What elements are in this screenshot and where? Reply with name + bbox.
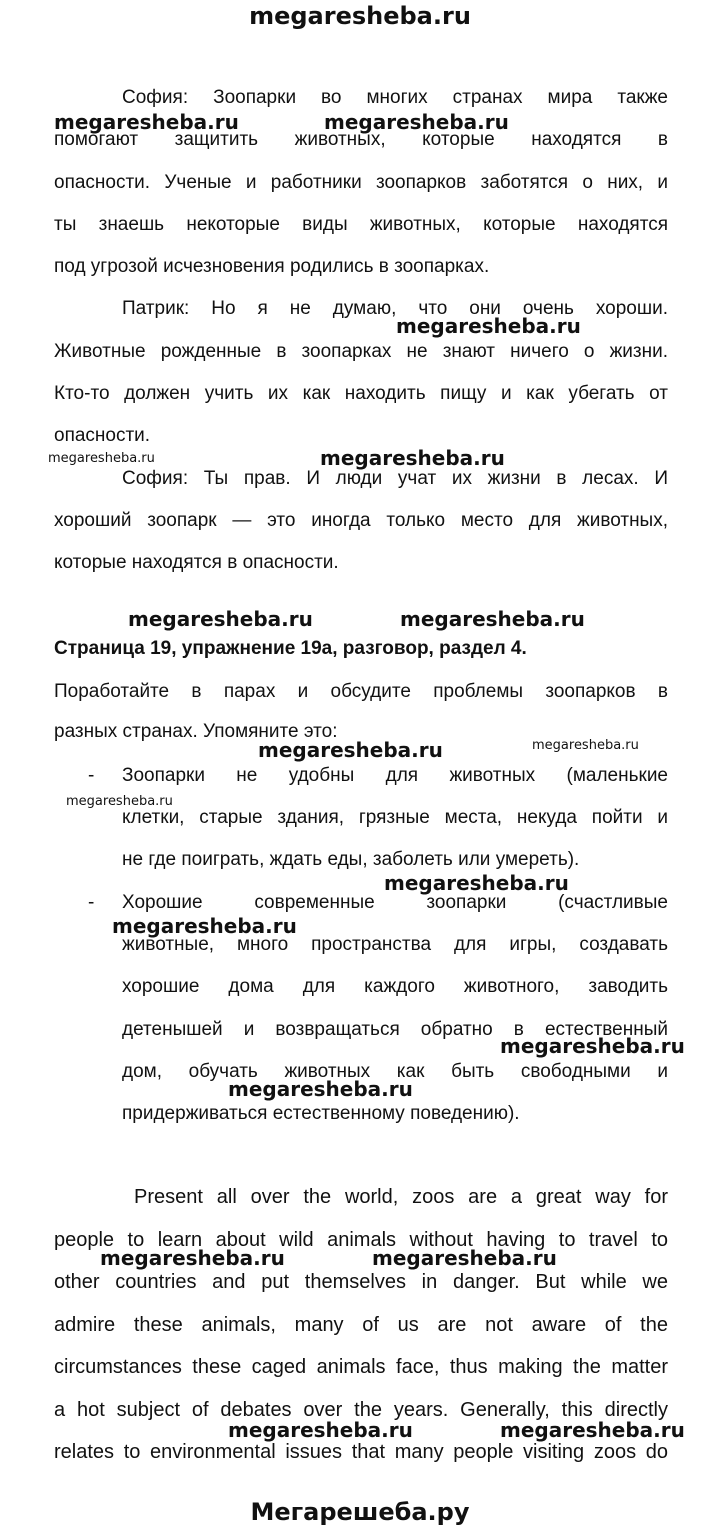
essay-line: people to learn about wild animals without having to travel to [54, 1229, 668, 1251]
dialogue-line: Патрик: Но я не думаю, что они очень хороши. [122, 298, 668, 319]
dialogue-line: София: Зоопарки во многих странах мира также [122, 87, 668, 108]
dialogue-line: хороший зоопарк — это иногда только место для животных, [54, 510, 668, 531]
site-footer: Мегарешеба.ру [250, 1498, 470, 1526]
bullet-line: дом, обучать животных как быть свободными и [122, 1061, 668, 1082]
essay-line: Present all over the world, zoos are a great way for [134, 1186, 668, 1208]
watermark: megaresheba.ru [48, 451, 155, 466]
site-header: megaresheba.ru [249, 2, 471, 30]
essay-line: relates to environmental issues that many people visiting zoos do [54, 1441, 668, 1463]
bullet-line: хорошие дома для каждого животного, заводить [122, 976, 668, 997]
bullet-marker: - [88, 892, 95, 913]
watermark: megaresheba.ru [500, 1418, 685, 1442]
section-heading: Страница 19, упражнение 19a, разговор, раздел 4. [54, 638, 527, 659]
dialogue-line: опасности. [54, 425, 151, 446]
watermark: megaresheba.ru [112, 914, 297, 938]
bullet-line: животные, много пространства для игры, создавать [122, 934, 668, 955]
dialogue-line: опасности. Ученые и работники зоопарков заботятся о них, и [54, 172, 668, 193]
task-line: разных странах. Упомяните это: [54, 721, 338, 742]
dialogue-line: помогают защитить животных, которые находятся в [54, 129, 668, 150]
essay-line: other countries and put themselves in danger. But while we [54, 1271, 668, 1293]
watermark: megaresheba.ru [66, 794, 173, 809]
watermark: megaresheba.ru [128, 607, 313, 631]
dialogue-line: Животные рожденные в зоопарках не знают ничего о жизни. [54, 341, 668, 362]
dialogue-line: которые находятся в опасности. [54, 552, 339, 573]
dialogue-line: под угрозой исчезновения родились в зоопарках. [54, 256, 490, 277]
watermark: megaresheba.ru [320, 446, 505, 470]
dialogue-line: Кто-то должен учить их как находить пищу и как убегать от [54, 383, 668, 404]
watermark: megaresheba.ru [532, 738, 639, 753]
bullet-marker: - [88, 765, 95, 786]
watermark: megaresheba.ru [228, 1077, 413, 1101]
dialogue-line: ты знаешь некоторые виды животных, которые находятся [54, 214, 668, 235]
essay-line: a hot subject of debates over the years. Generally, this directly [54, 1399, 668, 1421]
watermark: megaresheba.ru [500, 1034, 685, 1058]
bullet-line: Зоопарки не удобны для животных (маленькие [122, 765, 668, 786]
watermark: megaresheba.ru [400, 607, 585, 631]
watermark: megaresheba.ru [54, 110, 239, 134]
essay-line: admire these animals, many of us are not aware of the [54, 1314, 668, 1336]
watermark: megaresheba.ru [100, 1246, 285, 1270]
bullet-line: не где поиграть, ждать еды, заболеть или умереть). [122, 849, 580, 870]
watermark: megaresheba.ru [384, 871, 569, 895]
bullet-line: Хорошие современные зоопарки (счастливые [122, 892, 668, 913]
watermark: megaresheba.ru [228, 1418, 413, 1442]
task-line: Поработайте в парах и обсудите проблемы зоопарков в [54, 681, 668, 702]
dialogue-line: София: Ты прав. И люди учат их жизни в лесах. И [122, 468, 668, 489]
essay-line: circumstances these caged animals face, thus making the matter [54, 1356, 668, 1378]
bullet-line: детенышей и возвращаться обратно в естественный [122, 1019, 668, 1040]
watermark: megaresheba.ru [258, 738, 443, 762]
watermark: megaresheba.ru [372, 1246, 557, 1270]
watermark: megaresheba.ru [324, 110, 509, 134]
bullet-line: придерживаться естественному поведению). [122, 1103, 520, 1124]
watermark: megaresheba.ru [396, 314, 581, 338]
bullet-line: клетки, старые здания, грязные места, некуда пойти и [122, 807, 668, 828]
